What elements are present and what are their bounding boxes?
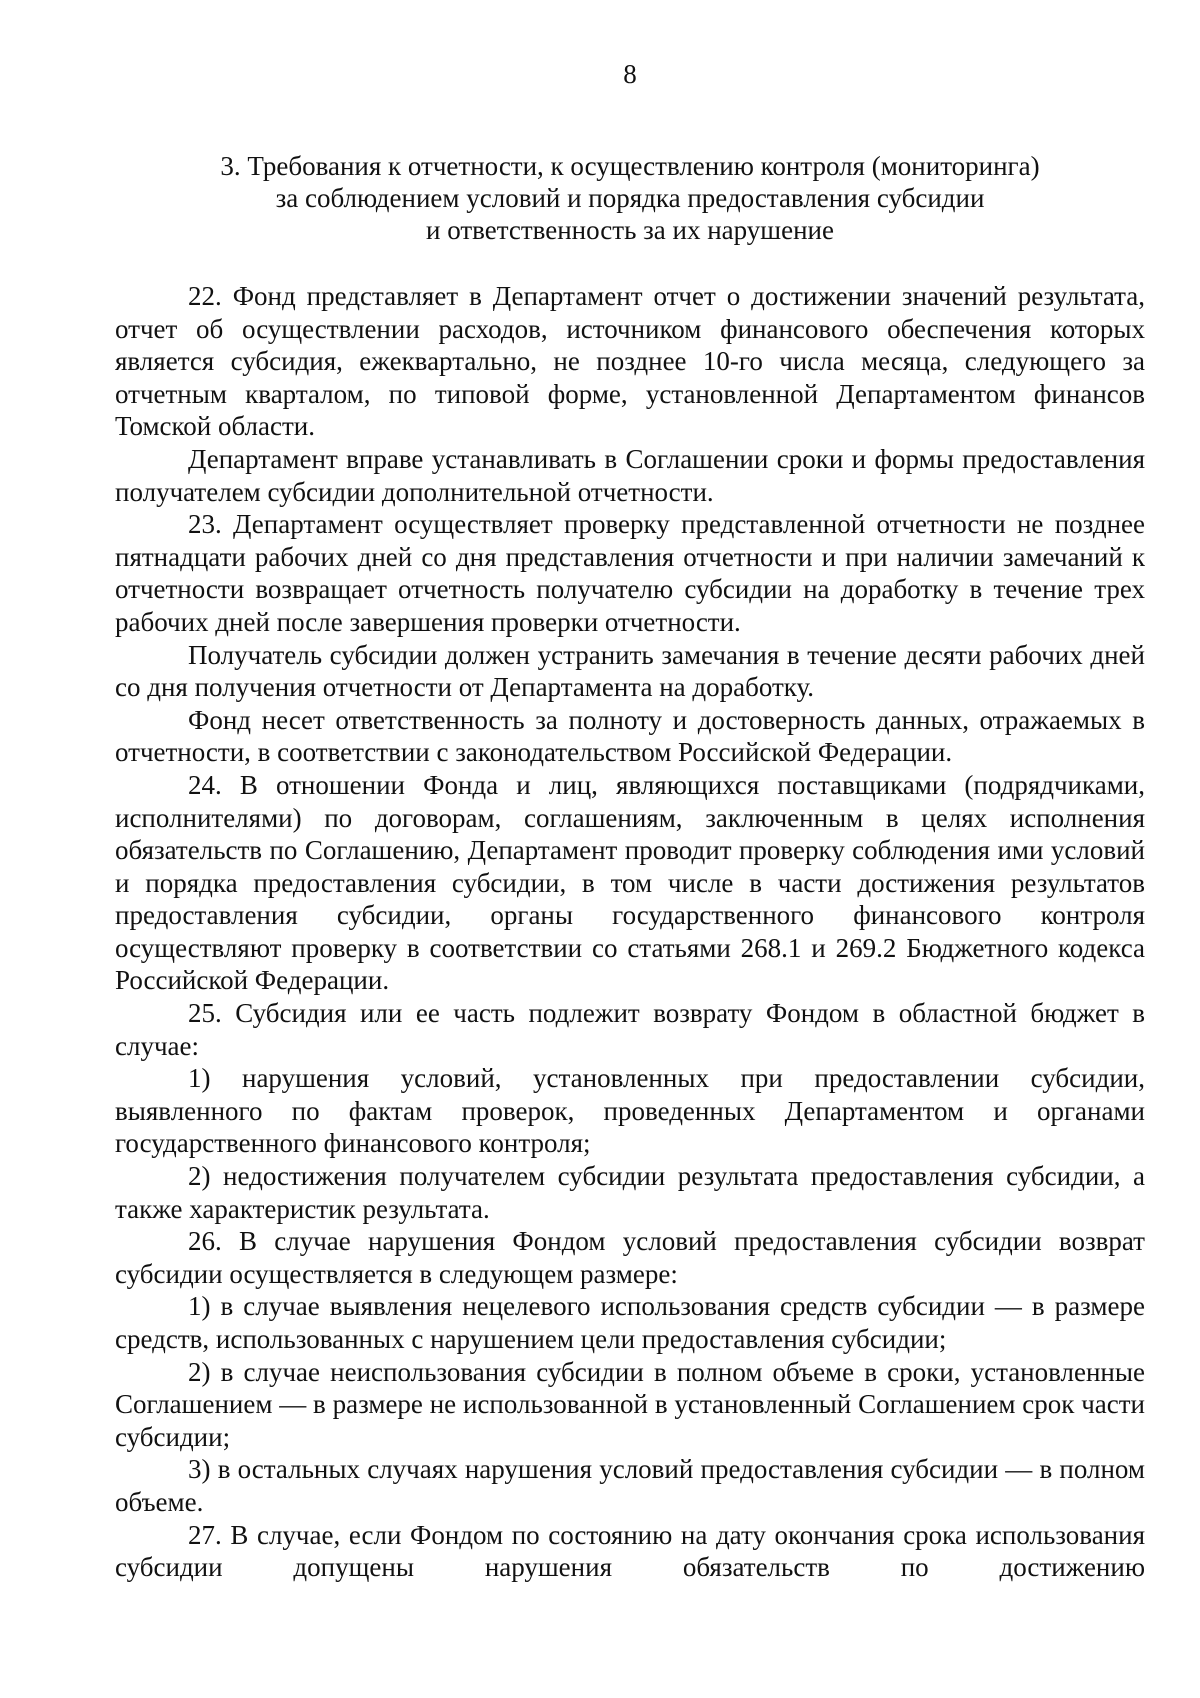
paragraph: 26. В случае нарушения Фондом условий предоставления субсидии возврат субсидии осуществляется в следующем размере: [115, 1226, 1145, 1289]
paragraph: 27. В случае, если Фондом по состоянию на дату окончания срока использования субсидии допущены нарушения обязательств по достижению [115, 1519, 1145, 1583]
paragraph: 22. Фонд представляет в Департамент отчет о достижении значений результата, отчет об осуществлении расходов, источником финансового обеспечения которых является субсидия, ежеквартально, не позднее 10-го числа месяца, следующего за отчетным кварталом, по типовой форме, установленной Департаментом финансов Томской области. [115, 281, 1145, 442]
paragraph: 1) в случае выявления нецелевого использования средств субсидии — в размере средств, использованных с нарушением цели предоставления субсидии; [115, 1291, 1145, 1354]
paragraph: 24. В отношении Фонда и лиц, являющихся поставщиками (подрядчиками, исполнителями) по договорам, соглашениям, заключенным в целях исполнения обязательств по Соглашению, Департамент проводит проверку соблюдения ими условий и порядка предоставления субсидии, в том числе в части достижения результатов предоставления субсидии, органы государственного финансового контроля осуществляют проверку в соответствии со статьями 268.1 и 269.2 Бюджетного кодекса Российской Федерации. [115, 769, 1145, 996]
paragraph: Получатель субсидии должен устранить замечания в течение десяти рабочих дней со дня получения отчетности от Департамента на доработку. [115, 639, 1145, 703]
section-title-line: и ответственность за их нарушение [426, 215, 834, 245]
section-title-line: за соблюдением условий и порядка предоставления субсидии [275, 183, 985, 213]
paragraph: 23. Департамент осуществляет проверку представленной отчетности не позднее пятнадцати рабочих дней со дня представления отчетности и при наличии замечаний к отчетности возвращает отчетность получателю субсидии на доработку в течение трех рабочих дней после завершения проверки отчетности. [115, 509, 1145, 637]
paragraph: 3) в остальных случаях нарушения условий предоставления субсидии — в полном объеме. [115, 1454, 1145, 1517]
section-title [115, 150, 1145, 246]
paragraph: Фонд несет ответственность за полноту и достоверность данных, отражаемых в отчетности, в соответствии с законодательством Российской Федерации. [115, 704, 1145, 768]
section-title-line: 3. Требования к отчетности, к осуществлению контроля (мониторинга) [220, 151, 1040, 181]
paragraph: Департамент вправе устанавливать в Соглашении сроки и формы предоставления получателем субсидии дополнительной отчетности. [115, 443, 1145, 507]
paragraph: 2) в случае неиспользования субсидии в полном объеме в сроки, установленные Соглашением — в размере не использованной в установленный Соглашением срок части субсидии; [115, 1356, 1145, 1452]
paragraph: 1) нарушения условий, установленных при предоставлении субсидии, выявленного по фактам проверок, проведенных Департаментом и органами государственного финансового контроля; [115, 1063, 1145, 1159]
page-number: 8 [623, 59, 637, 89]
paragraph: 2) недостижения получателем субсидии результата предоставления субсидии, а также характеристик результата. [115, 1161, 1145, 1224]
paragraph: 25. Субсидия или ее часть подлежит возврату Фондом в областной бюджет в случае: [115, 998, 1145, 1061]
body-text [115, 280, 1145, 1584]
